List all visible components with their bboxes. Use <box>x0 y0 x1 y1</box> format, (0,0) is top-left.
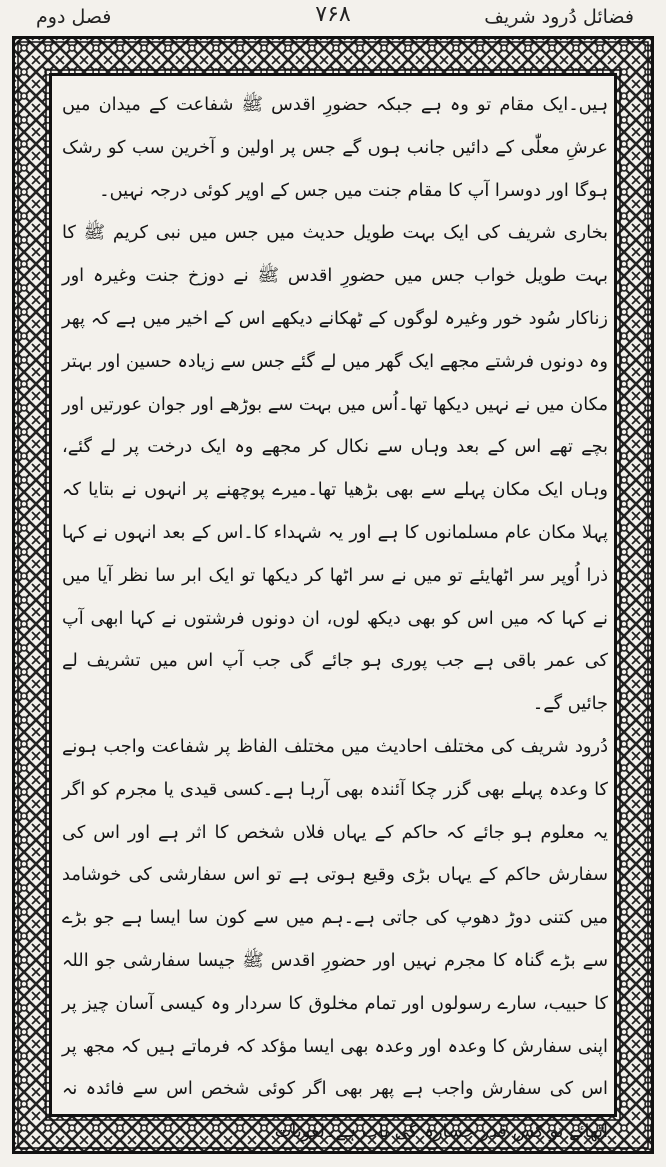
book-title: فضائل دُرود شریف <box>484 6 634 28</box>
paragraph-3: دُرود شریف کی مختلف احادیث میں مختلف الفاظ پر شفاعت واجب ہونے کا وعدہ پہلے بھی گزر چکا آئندہ بھی آرہا ہے۔کسی قیدی یا مجرم کو اگر یہ معلوم ہو جائے کہ حاکم کے یہاں فلاں شخص کا اثر ہے اور اس کی سفارش حاکم کے یہاں بڑی وقیع ہوتی ہے تو اس سفارشی کی خوشامد میں کتنی دوڑ دھوپ کی جاتی ہے۔ہم میں سے کون سا ایسا ہے جو بڑے سے بڑے گناہ کا مجرم نہیں اور حضورِ اقدس ﷺ جیسا سفارشی جو اللہ کا حبیب، سارے رسولوں اور تمام مخلوق کا سردار وہ کیسی آسان چیز پر اپنی سفارش کا وعدہ اور وعدہ بھی ایسا مؤکد کہ فرماتے ہیں کہ مجھ پر اس کی سفارش واجب ہے پھر بھی اگر کوئی شخص اس سے فائدہ نہ اٹھائے تو کس قدر خسارہ کی بات ہے۔لغویات <box>62 735 608 1143</box>
chapter-title: فصل دوم <box>36 6 112 28</box>
page-header <box>22 4 644 34</box>
page-body <box>62 84 608 1143</box>
paragraph-2: بخاری شریف کی ایک بہت طویل حدیث میں جس میں نبی کریم ﷺ کا بہت طویل خواب جس میں حضورِ اقدس ﷺ نے دوزخ جنت وغیرہ اور زناکار سُود خور وغیرہ لوگوں کے ٹھکانے دیکھے اس کے اخیر میں ہے کہ پھر وہ دونوں فرشتے مجھے ایک گھر میں لے گئے جس سے زیادہ حسین اور بہتر مکان میں نے نہیں دیکھا تھا۔اُس میں بہت سے بوڑھے اور جوان عورتیں اور بچے تھے اس کے بعد وہاں سے نکال کر مجھے وہ ایک درخت پر لے گئے، وہاں ایک مکان پہلے سے بھی بڑھیا تھا۔میرے پوچھنے پر انہوں نے بتایا کہ پہلا مکان عام مسلمانوں کا ہے اور یہ شہداء کا۔اس کے بعد انہوں نے کہا ذرا اُوپر سر اٹھایئے تو میں نے سر اٹھا کر دیکھا تو ایک ابر سا نظر آیا میں نے کہا کہ میں اس کو بھی دیکھ لوں، ان دونوں فرشتوں نے کہا ابھی آپ کی عمر باقی ہے جب پوری ہو جائے گی جب آپ اس میں تشریف لے جائیں گے۔ <box>62 222 608 715</box>
page-number: ۷۶۸ <box>315 2 351 27</box>
paragraph-1: ہیں۔ایک مقام تو وہ ہے جبکہ حضورِ اقدس ﷺ شفاعت کے میدان میں عرشِ معلّٰی کے دائیں جانب ہوں گے جس پر اولین و آخرین سب کو رشک ہوگا اور دوسرا آپ کا مقام جنت میں جس کے اوپر کوئی درجہ نہیں۔ <box>62 94 608 201</box>
